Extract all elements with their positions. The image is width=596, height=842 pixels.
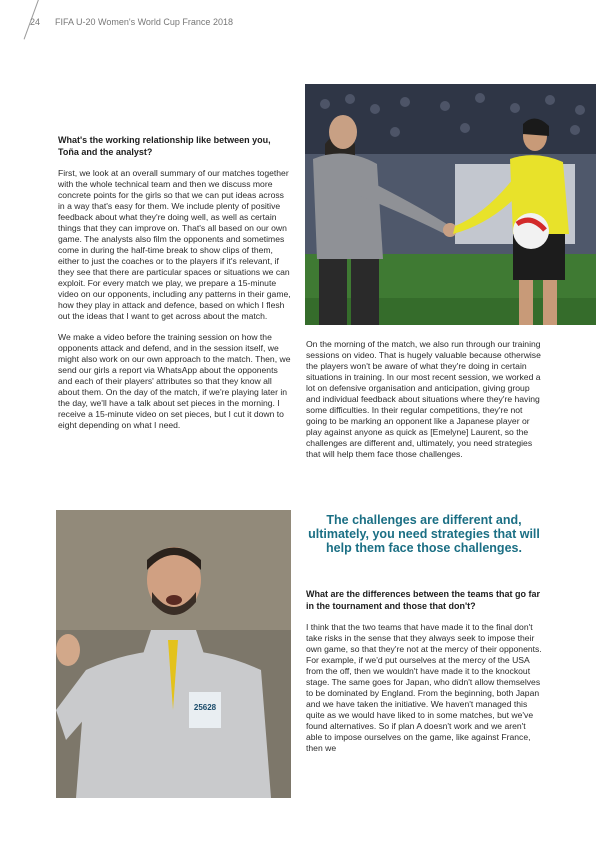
answer-paragraph: On the morning of the match, we also run through our training sessions on video. That is hugely valuable because otherwise the players won't be aware of what they're doing in certain situations in training. In our most recent session, we worked a lot on defensive organisation and anticipation, giving group and individual feedback about situations where they're having some difficulties. In their regular competitions, they're not going to be marking an opponent like a Japanese player or play against anyone as quick as [Emelyne] Laurent, so the challenges are different and, ultimately, you need strategies that will help them face those challenges. — [306, 339, 541, 459]
right-text-column-lower — [306, 588, 542, 764]
publication-title: FIFA U-20 Women's World Cup France 2018 — [55, 17, 233, 27]
page-header — [0, 0, 596, 36]
page-number: 24 — [30, 17, 41, 27]
accreditation-badge-number: 25628 — [193, 703, 217, 712]
pull-quote: The challenges are different and, ultimately, you need strategies that will help them face those challenges. — [308, 513, 540, 555]
photo-coach-referee-handshake — [305, 84, 596, 325]
right-text-column — [306, 339, 542, 470]
interview-question: What are the differences between the teams that go far in the tournament and those that don't? — [306, 589, 541, 611]
photo-coach-referee-illustration — [305, 84, 596, 325]
photo-coach-gesturing — [56, 510, 291, 798]
answer-paragraph: First, we look at an overall summary of our matches together with the whole technical team and then we discuss more concrete points for the girls so that we can put ideas across in a way that's easy for them. We include plenty of positive feedback about what they're doing well, as well as certain things that they can improve on. That's all based on our own game. The analysts also film the opponents and sometimes come in during the half-time break to show clips of them, either to just the coaches or to the players if it's relevant, if they see that there are particular spaces or situations we can exploit. For every match we play, we prepare a 15-minute video on our opponents, including any patterns in their game, how they play in attack and defence, based on which I flesh out the ideas that I want to get across about the match. — [58, 168, 291, 321]
answer-paragraph: I think that the two teams that have made it to the final don't take risks in the sense that they always seek to impose their own game, so that they're not at the mercy of their opponents. For example, if we'd put ourselves at the mercy of the USA from the off, then we wouldn't have made it to the knockout stage. The same goes for Japan, who didn't allow themselves to be dominated by England. From the beginning, both Japan and we have taken the initiative. We haven't managed this quite as we would have liked to in some matches, but we've found alternatives. So if plan A doesn't work and we aren't able to impose ourselves on the game, like against France, then we — [306, 622, 542, 753]
answer-paragraph: We make a video before the training session on how the opponents attack and defend, and in the session itself, we might also work on our own approach to the match. Then, we send our girls a report via WhatsApp about the opponents and each of their players' attributes so that they know all about them. On the day of the match, if we're playing later in the day, we'll have a talk about set pieces in the morning. I receive a 15-minute video on set pieces, but I cut it down to eight depending on what I need. — [58, 332, 291, 430]
interview-question: What's the working relationship like between you, Toña and the analyst? — [58, 135, 271, 157]
photo-coach-gesturing-illustration — [56, 510, 291, 798]
left-text-column — [58, 134, 293, 441]
